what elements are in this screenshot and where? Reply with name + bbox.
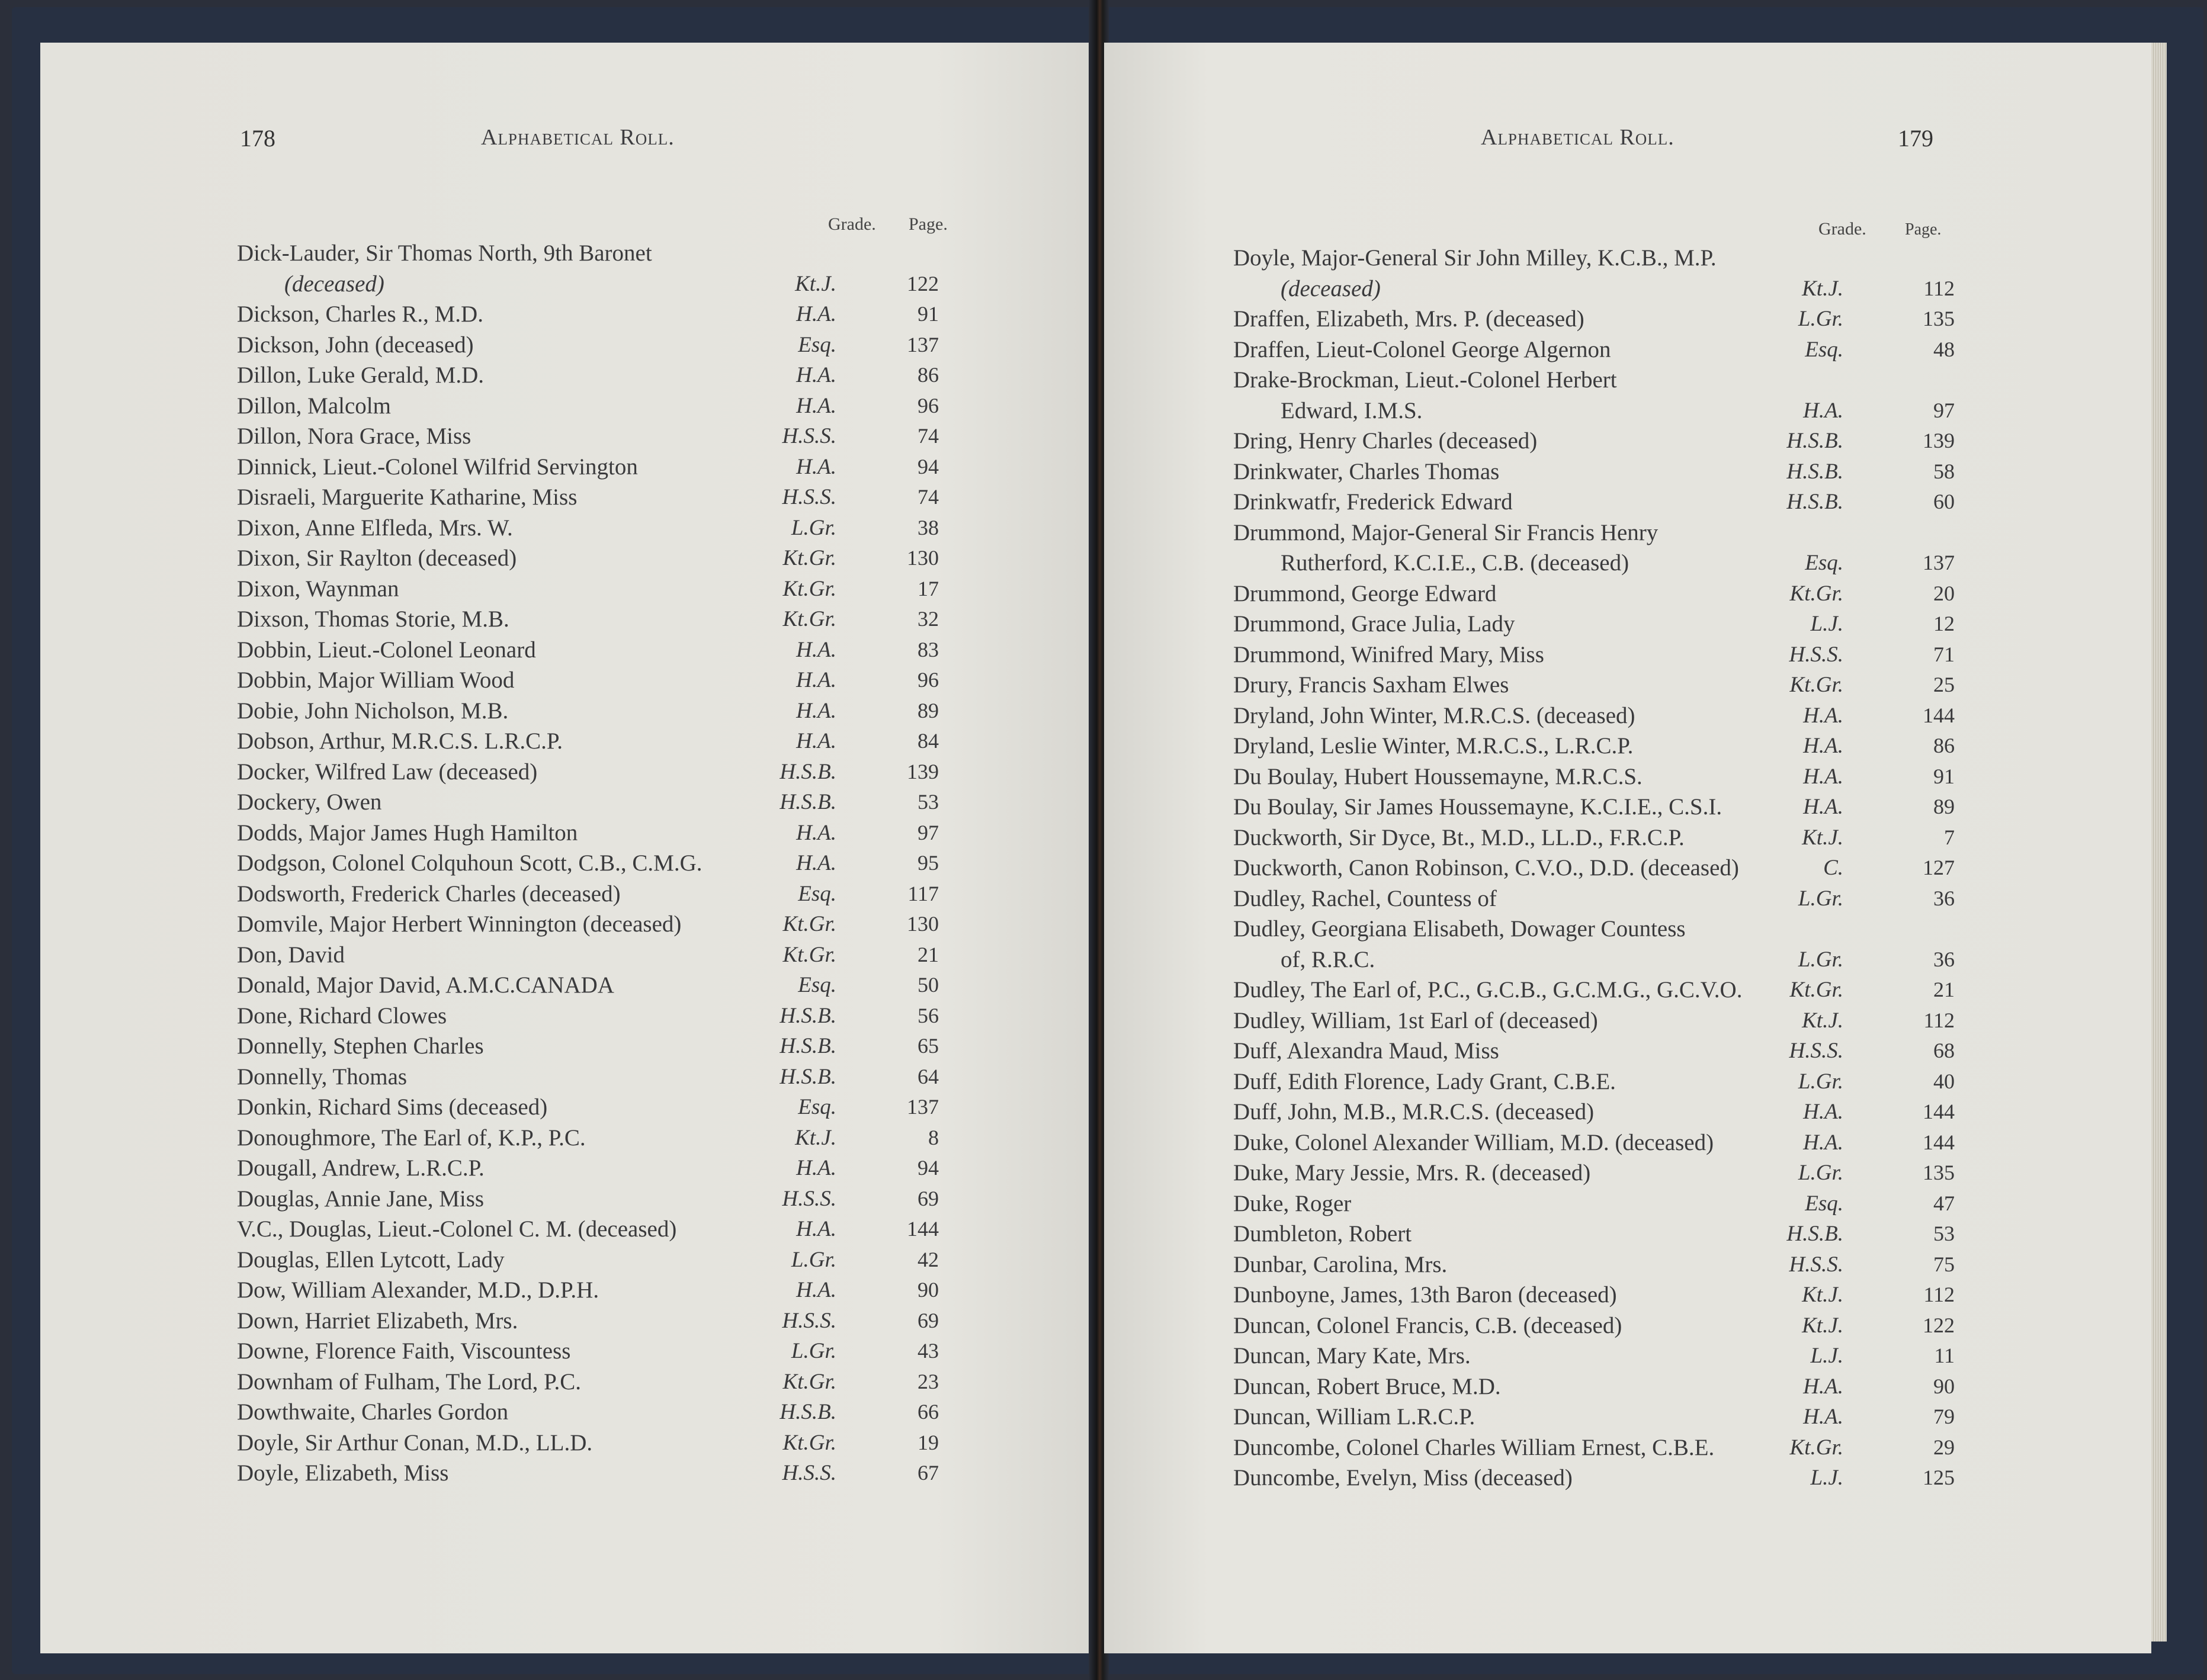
entry-name: Dudley, The Earl of, P.C., G.C.B., G.C.M.G., G.C.V.O. <box>1233 977 1743 1003</box>
entry-page: 94 <box>918 1156 939 1180</box>
entry-grade: L.Gr. <box>791 1339 836 1363</box>
entry-grade: L.Gr. <box>1798 1161 1843 1185</box>
entry-name: Dow, William Alexander, M.D., D.P.H. <box>237 1277 599 1303</box>
entry-grade: Kt.J. <box>1802 825 1843 850</box>
entry-page: 69 <box>918 1308 939 1332</box>
entry-grade: Esq. <box>1805 1191 1843 1216</box>
entry-grade: Kt.Gr. <box>782 1430 836 1455</box>
entry-grade: H.S.S. <box>1789 1252 1843 1277</box>
entry-grade: L.Gr. <box>1798 1069 1843 1094</box>
entry-grade: H.A. <box>1803 1130 1843 1155</box>
entry-name: Dillon, Malcolm <box>237 393 391 419</box>
entry-page: 56 <box>918 1003 939 1027</box>
entry-page: 8 <box>928 1125 939 1149</box>
entry-name: of, R.R.C. <box>1281 946 1375 972</box>
entry-name: Dumbleton, Robert <box>1233 1221 1412 1247</box>
entry-page: 95 <box>918 851 939 875</box>
entry-name: Drake-Brockman, Lieut.-Colonel Herbert <box>1233 367 1617 393</box>
entry-page: 137 <box>1923 551 1955 574</box>
entry-page: 43 <box>918 1339 939 1363</box>
entry-grade: H.A. <box>796 820 836 845</box>
entry-page: 50 <box>918 973 939 997</box>
entry-name: Duckworth, Canon Robinson, C.V.O., D.D. (deceased) <box>1233 855 1739 881</box>
column-header-page: Page. <box>909 214 948 234</box>
entry-page: 71 <box>1933 642 1955 666</box>
entry-page: 97 <box>918 820 939 844</box>
entry-page: 90 <box>918 1278 939 1302</box>
entry-name: Duncombe, Evelyn, Miss (deceased) <box>1233 1465 1573 1491</box>
entry-page: 144 <box>907 1217 939 1241</box>
entry-name: Dodsworth, Frederick Charles (deceased) <box>237 881 621 907</box>
entry-page: 91 <box>918 302 939 326</box>
entry-grade: Esq. <box>798 973 836 997</box>
entry-page: 19 <box>918 1430 939 1454</box>
entry-name: Duke, Mary Jessie, Mrs. R. (deceased) <box>1233 1160 1591 1186</box>
entry-grade: Kt.Gr. <box>782 607 836 631</box>
running-head: Alphabetical Roll. <box>1481 125 1675 150</box>
entry-grade: H.A. <box>796 393 836 418</box>
entry-grade: H.S.B. <box>779 759 836 784</box>
entry-name: Downe, Florence Faith, Viscountess <box>237 1338 571 1364</box>
entry-name: Dodgson, Colonel Colquhoun Scott, C.B., C.M.G. <box>237 850 702 876</box>
entry-name: V.C., Douglas, Lieut.-Colonel C. M. (deceased) <box>237 1216 677 1242</box>
entry-page: 89 <box>918 698 939 722</box>
entry-page: 86 <box>918 363 939 387</box>
entry-name: Dixon, Sir Raylton (deceased) <box>237 545 517 571</box>
entry-page: 17 <box>918 576 939 600</box>
entry-page: 144 <box>1923 703 1955 727</box>
entry-name: Doyle, Sir Arthur Conan, M.D., LL.D. <box>237 1430 593 1456</box>
entry-grade: H.A. <box>796 1156 836 1180</box>
entry-page: 74 <box>918 485 939 509</box>
entry-grade: L.J. <box>1810 1466 1843 1490</box>
entry-grade: H.S.S. <box>782 1186 836 1211</box>
entry-grade: L.J. <box>1810 612 1843 636</box>
column-header-page: Page. <box>1905 220 1942 239</box>
entry-page: 74 <box>918 424 939 448</box>
entry-name: Drury, Francis Saxham Elwes <box>1233 672 1509 698</box>
entry-grade: H.S.B. <box>779 790 836 814</box>
entry-page: 122 <box>1923 1313 1955 1337</box>
entry-page: 21 <box>918 942 939 966</box>
entry-grade: Kt.J. <box>795 1125 836 1150</box>
entry-grade: Kt.Gr. <box>782 576 836 601</box>
entry-name: Downham of Fulham, The Lord, P.C. <box>237 1369 582 1395</box>
entry-grade: L.Gr. <box>791 515 836 540</box>
entry-name: Dillon, Nora Grace, Miss <box>237 423 471 449</box>
entry-grade: H.A. <box>796 637 836 662</box>
entry-name: Donoughmore, The Earl of, K.P., P.C. <box>237 1125 586 1151</box>
entry-grade: H.S.S. <box>782 1308 836 1333</box>
running-head: Alphabetical Roll. <box>481 125 675 150</box>
entry-grade: H.A. <box>796 1278 836 1302</box>
entry-name: Draffen, Elizabeth, Mrs. P. (deceased) <box>1233 306 1584 332</box>
entry-page: 130 <box>907 912 939 936</box>
entry-name: Dryland, Leslie Winter, M.R.C.S., L.R.C.P. <box>1233 733 1634 759</box>
entry-name: Dunboyne, James, 13th Baron (deceased) <box>1233 1282 1617 1308</box>
entry-page: 144 <box>1923 1130 1955 1154</box>
entry-page: 139 <box>907 759 939 783</box>
entry-grade: H.S.B. <box>779 1400 836 1424</box>
entry-name: Dudley, William, 1st Earl of (deceased) <box>1233 1007 1598 1033</box>
entry-page: 29 <box>1933 1435 1955 1459</box>
entry-page: 122 <box>907 271 939 295</box>
entry-page: 86 <box>1933 734 1955 757</box>
entry-page: 127 <box>1923 856 1955 879</box>
entry-name: Drummond, Grace Julia, Lady <box>1233 611 1515 637</box>
entry-grade: H.A. <box>1803 795 1843 819</box>
entry-page: 64 <box>918 1064 939 1088</box>
entry-name: Duncan, Colonel Francis, C.B. (deceased) <box>1233 1312 1622 1338</box>
entry-page: 48 <box>1933 337 1955 361</box>
entry-grade: Kt.Gr. <box>1789 673 1843 697</box>
entry-name: (deceased) <box>284 271 384 297</box>
entry-name: Dobie, John Nicholson, M.B. <box>237 698 509 724</box>
entry-name: Duncombe, Colonel Charles William Ernest, C.B.E. <box>1233 1434 1715 1460</box>
entry-grade: Kt.Gr. <box>1789 1435 1843 1460</box>
entry-grade: Kt.Gr. <box>1789 978 1843 1002</box>
entry-grade: L.Gr. <box>791 1247 836 1272</box>
entry-page: 112 <box>1923 276 1955 300</box>
entry-page: 96 <box>918 668 939 692</box>
entry-page: 84 <box>918 729 939 753</box>
entry-page: 94 <box>918 454 939 478</box>
entry-name: Dickson, Charles R., M.D. <box>237 301 483 327</box>
entry-page: 66 <box>918 1400 939 1424</box>
entry-grade: H.S.S. <box>1789 1039 1843 1063</box>
entry-grade: H.A. <box>1803 703 1843 728</box>
entry-grade: H.S.S. <box>782 1461 836 1485</box>
entry-name: Du Boulay, Sir James Houssemayne, K.C.I.E., C.S.I. <box>1233 794 1722 820</box>
entry-name: Dixon, Anne Elfleda, Mrs. W. <box>237 515 513 541</box>
entry-page: 97 <box>1933 398 1955 422</box>
entry-grade: H.S.B. <box>779 1003 836 1028</box>
entry-page: 32 <box>918 607 939 631</box>
entry-name: Duff, Edith Florence, Lady Grant, C.B.E. <box>1233 1068 1616 1094</box>
entry-page: 42 <box>918 1247 939 1271</box>
entry-page: 137 <box>907 332 939 356</box>
entry-name: Dowthwaite, Charles Gordon <box>237 1399 509 1425</box>
left-page <box>40 43 1093 1653</box>
entry-name: Dring, Henry Charles (deceased) <box>1233 428 1538 454</box>
entry-name: Du Boulay, Hubert Houssemayne, M.R.C.S. <box>1233 763 1643 789</box>
entry-grade: H.S.B. <box>1786 459 1843 484</box>
entry-name: Draffen, Lieut-Colonel George Algernon <box>1233 336 1611 362</box>
entry-name: Duke, Roger <box>1233 1190 1352 1216</box>
entry-page: 91 <box>1933 764 1955 788</box>
entry-grade: H.A. <box>796 302 836 326</box>
entry-name: Donald, Major David, A.M.C.CANADA <box>237 972 614 998</box>
entry-name: Dudley, Georgiana Elisabeth, Dowager Countess <box>1233 916 1686 942</box>
entry-name: Rutherford, K.C.I.E., C.B. (deceased) <box>1281 550 1629 576</box>
entry-name: Dudley, Rachel, Countess of <box>1233 885 1497 911</box>
entry-grade: Kt.J. <box>795 271 836 296</box>
column-header-grade: Grade. <box>1818 219 1866 239</box>
entry-grade: H.A. <box>796 454 836 479</box>
entry-name: Drummond, Winifred Mary, Miss <box>1233 641 1544 667</box>
entry-page: 112 <box>1923 1283 1955 1306</box>
entry-grade: H.A. <box>796 668 836 692</box>
entry-grade: H.A. <box>1803 734 1843 758</box>
entry-grade: Esq. <box>798 881 836 906</box>
entry-grade: H.S.B. <box>1786 429 1843 453</box>
entry-name: Duff, John, M.B., M.R.C.S. (deceased) <box>1233 1099 1595 1125</box>
entry-page: 60 <box>1933 490 1955 513</box>
entry-page: 144 <box>1923 1100 1955 1123</box>
entry-name: Dougall, Andrew, L.R.C.P. <box>237 1155 485 1181</box>
entry-page: 47 <box>1933 1191 1955 1215</box>
entry-name: Disraeli, Marguerite Katharine, Miss <box>237 484 578 510</box>
entry-grade: H.A. <box>796 698 836 723</box>
entry-name: Doyle, Major-General Sir John Milley, K.C.B., M.P. <box>1233 245 1717 271</box>
entry-grade: H.A. <box>796 363 836 387</box>
entry-name: Donnelly, Thomas <box>237 1064 408 1090</box>
entry-grade: C. <box>1823 856 1843 880</box>
entry-grade: Kt.J. <box>1802 276 1843 301</box>
entry-name: Duke, Colonel Alexander William, M.D. (deceased) <box>1233 1129 1714 1155</box>
entry-grade: Kt.Gr. <box>782 1369 836 1394</box>
entry-page: 65 <box>918 1034 939 1058</box>
entry-name: Duff, Alexandra Maud, Miss <box>1233 1038 1499 1064</box>
entry-grade: H.A. <box>1803 1374 1843 1399</box>
entry-grade: Kt.Gr. <box>1789 581 1843 606</box>
entry-name: Drummond, Major-General Sir Francis Henry <box>1233 519 1659 545</box>
entry-grade: Esq. <box>798 1095 836 1119</box>
entry-name: Duncan, Robert Bruce, M.D. <box>1233 1373 1501 1399</box>
entry-grade: Kt.J. <box>1802 1008 1843 1033</box>
right-page <box>1104 43 2151 1653</box>
entry-grade: Kt.Gr. <box>782 942 836 967</box>
entry-grade: Esq. <box>1805 337 1843 362</box>
entry-page: 69 <box>918 1186 939 1210</box>
entry-page: 67 <box>918 1461 939 1485</box>
entry-grade: H.A. <box>1803 1405 1843 1429</box>
entry-name: Domvile, Major Herbert Winnington (deceased) <box>237 911 682 937</box>
entry-page: 90 <box>1933 1374 1955 1398</box>
entry-page: 135 <box>1923 1161 1955 1184</box>
entry-grade: Kt.Gr. <box>782 912 836 936</box>
entry-page: 58 <box>1933 459 1955 483</box>
entry-name: (deceased) <box>1281 275 1381 301</box>
entry-name: Dodds, Major James Hugh Hamilton <box>237 820 578 846</box>
entry-name: Duckworth, Sir Dyce, Bt., M.D., LL.D., F.R.C.P. <box>1233 824 1685 850</box>
entry-name: Donkin, Richard Sims (deceased) <box>237 1094 548 1120</box>
entry-page: 137 <box>907 1095 939 1119</box>
entry-name: Dunbar, Carolina, Mrs. <box>1233 1251 1448 1277</box>
entry-page: 89 <box>1933 795 1955 818</box>
entry-name: Drinkwatfr, Frederick Edward <box>1233 489 1513 515</box>
entry-name: Don, David <box>237 942 345 968</box>
entry-grade: H.A. <box>796 1217 836 1241</box>
entry-grade: H.S.B. <box>1786 490 1843 514</box>
entry-name: Dobbin, Major William Wood <box>237 667 515 693</box>
entry-grade: H.A. <box>1803 398 1843 423</box>
entry-grade: H.A. <box>1803 764 1843 789</box>
entry-grade: H.S.B. <box>779 1034 836 1058</box>
entry-page: 79 <box>1933 1405 1955 1428</box>
entry-name: Donnelly, Stephen Charles <box>237 1033 484 1059</box>
entry-page: 21 <box>1933 978 1955 1001</box>
entry-page: 12 <box>1933 612 1955 635</box>
entry-name: Drummond, George Edward <box>1233 580 1497 606</box>
page-edges <box>2151 43 2167 1642</box>
entry-name: Duncan, William L.R.C.P. <box>1233 1404 1475 1430</box>
entry-page: 11 <box>1934 1344 1955 1367</box>
entry-name: Dryland, John Winter, M.R.C.S. (deceased) <box>1233 702 1635 728</box>
entry-page: 23 <box>918 1369 939 1393</box>
entry-page: 25 <box>1933 673 1955 696</box>
entry-grade: H.S.B. <box>779 1064 836 1089</box>
entry-grade: Kt.J. <box>1802 1313 1843 1338</box>
entry-page: 75 <box>1933 1252 1955 1276</box>
entry-page: 40 <box>1933 1069 1955 1093</box>
entry-name: Dobbin, Lieut.-Colonel Leonard <box>237 637 536 663</box>
entry-grade: Kt.J. <box>1802 1283 1843 1307</box>
entry-name: Done, Richard Clowes <box>237 1003 447 1029</box>
entry-name: Down, Harriet Elizabeth, Mrs. <box>237 1308 518 1334</box>
entry-name: Doyle, Elizabeth, Miss <box>237 1460 449 1486</box>
entry-name: Drinkwater, Charles Thomas <box>1233 458 1500 484</box>
entry-grade: Kt.Gr. <box>782 546 836 570</box>
entry-page: 125 <box>1923 1466 1955 1489</box>
column-header-grade: Grade. <box>828 214 876 234</box>
entry-name: Dobson, Arthur, M.R.C.S. L.R.C.P. <box>237 728 563 754</box>
entry-name: Duncan, Mary Kate, Mrs. <box>1233 1343 1471 1369</box>
entry-page: 36 <box>1933 947 1955 971</box>
page-number: 178 <box>240 125 275 152</box>
entry-page: 53 <box>918 790 939 814</box>
entry-page: 36 <box>1933 886 1955 910</box>
entry-page: 7 <box>1944 825 1955 849</box>
entry-name: Docker, Wilfred Law (deceased) <box>237 759 538 785</box>
entry-grade: H.A. <box>1803 1100 1843 1124</box>
entry-name: Edward, I.M.S. <box>1281 397 1423 423</box>
entry-name: Dinnick, Lieut.-Colonel Wilfrid Servington <box>237 454 638 480</box>
entry-grade: L.Gr. <box>1798 307 1843 331</box>
entry-grade: Esq. <box>798 332 836 357</box>
entry-page: 68 <box>1933 1039 1955 1062</box>
entry-page: 96 <box>918 393 939 417</box>
entry-page: 53 <box>1933 1222 1955 1245</box>
entry-page: 83 <box>918 637 939 661</box>
entry-page: 130 <box>907 546 939 570</box>
page-number: 179 <box>1898 125 1933 152</box>
entry-page: 38 <box>918 515 939 539</box>
entry-page: 135 <box>1923 307 1955 330</box>
entry-grade: H.S.S. <box>782 485 836 509</box>
entry-name: Dick-Lauder, Sir Thomas North, 9th Baronet <box>237 240 652 266</box>
entry-grade: H.A. <box>796 851 836 875</box>
entry-grade: H.S.S. <box>1789 642 1843 667</box>
entry-grade: L.Gr. <box>1798 947 1843 972</box>
entry-name: Dockery, Owen <box>237 789 382 815</box>
entry-page: 112 <box>1923 1008 1955 1032</box>
entry-name: Dickson, John (deceased) <box>237 332 474 358</box>
entry-name: Douglas, Ellen Lytcott, Lady <box>237 1247 505 1273</box>
entry-grade: H.S.B. <box>1786 1222 1843 1246</box>
entry-page: 139 <box>1923 429 1955 452</box>
entry-page: 20 <box>1933 581 1955 605</box>
entry-grade: H.A. <box>796 729 836 753</box>
entry-page: 117 <box>907 881 939 905</box>
entry-grade: H.S.S. <box>782 424 836 448</box>
entry-name: Dillon, Luke Gerald, M.D. <box>237 362 485 388</box>
entry-name: Dixson, Thomas Storie, M.B. <box>237 606 509 632</box>
entry-grade: Esq. <box>1805 551 1843 575</box>
entry-name: Douglas, Annie Jane, Miss <box>237 1186 485 1212</box>
entry-grade: L.J. <box>1810 1344 1843 1368</box>
entry-name: Dixon, Waynman <box>237 576 399 602</box>
entry-grade: L.Gr. <box>1798 886 1843 911</box>
